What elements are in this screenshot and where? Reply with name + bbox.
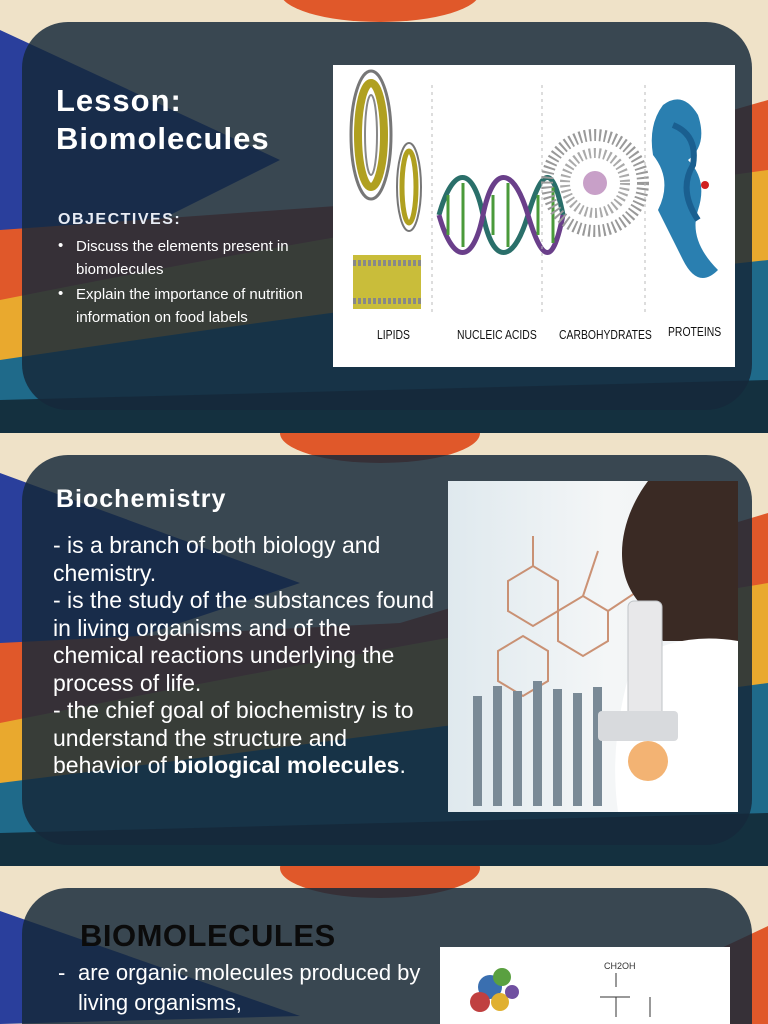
- definition-line-3-bold: biological molecules: [173, 752, 400, 778]
- objective-item: • Discuss the elements present in biomolecules: [56, 235, 328, 281]
- label-proteins: PROTEINS: [668, 324, 722, 339]
- laboratory-illustration: [448, 481, 738, 812]
- slide-3: [0, 866, 768, 1024]
- scientist-microscope-image: [448, 481, 738, 812]
- biomolecules-image: [333, 65, 735, 367]
- lesson-title-line-1: Lesson:: [56, 83, 182, 118]
- label-carbohydrates: CARBOHYDRATES: [559, 327, 652, 342]
- definition-line-3: [53, 697, 441, 780]
- biochemistry-title: Biochemistry: [56, 485, 227, 513]
- definition-line-1: - is a branch of both biology and chemistry.: [53, 532, 381, 586]
- label-nucleic-acids: NUCLEIC ACIDS: [457, 327, 537, 342]
- definition-line-2: - is the study of the substances found in living organisms and of the chemical reactions underlying the process of life.: [53, 587, 435, 696]
- label-lipids: LIPIDS: [377, 327, 410, 342]
- objectives-list: [56, 235, 328, 331]
- definition-line-3-end: .: [399, 752, 406, 778]
- objective-item: • Explain the importance of nutrition information on food labels: [56, 283, 328, 329]
- biomolecules-definition: are organic molecules produced by living organisms,: [78, 960, 421, 1015]
- biochemistry-body: [53, 532, 441, 780]
- lesson-title-line-2: Biomolecules: [56, 121, 270, 156]
- biomolecule-illustrations: [333, 65, 735, 367]
- glucose-structure-image: [440, 947, 730, 1024]
- slide-1: [0, 0, 768, 433]
- molecule-illustration: [440, 947, 730, 1024]
- slide-2: [0, 433, 768, 866]
- lesson-title: [56, 82, 270, 158]
- biomolecules-bullet: [58, 958, 428, 1018]
- objectives-heading: OBJECTIVES:: [58, 211, 182, 228]
- dash-bullet: -: [58, 960, 66, 985]
- definition-line-3-text: - the chief goal of biochemistry is to understand the structure and behavior of: [53, 697, 414, 778]
- biomolecules-title: BIOMOLECULES: [80, 918, 336, 953]
- formula-label: CH2OH: [604, 961, 636, 971]
